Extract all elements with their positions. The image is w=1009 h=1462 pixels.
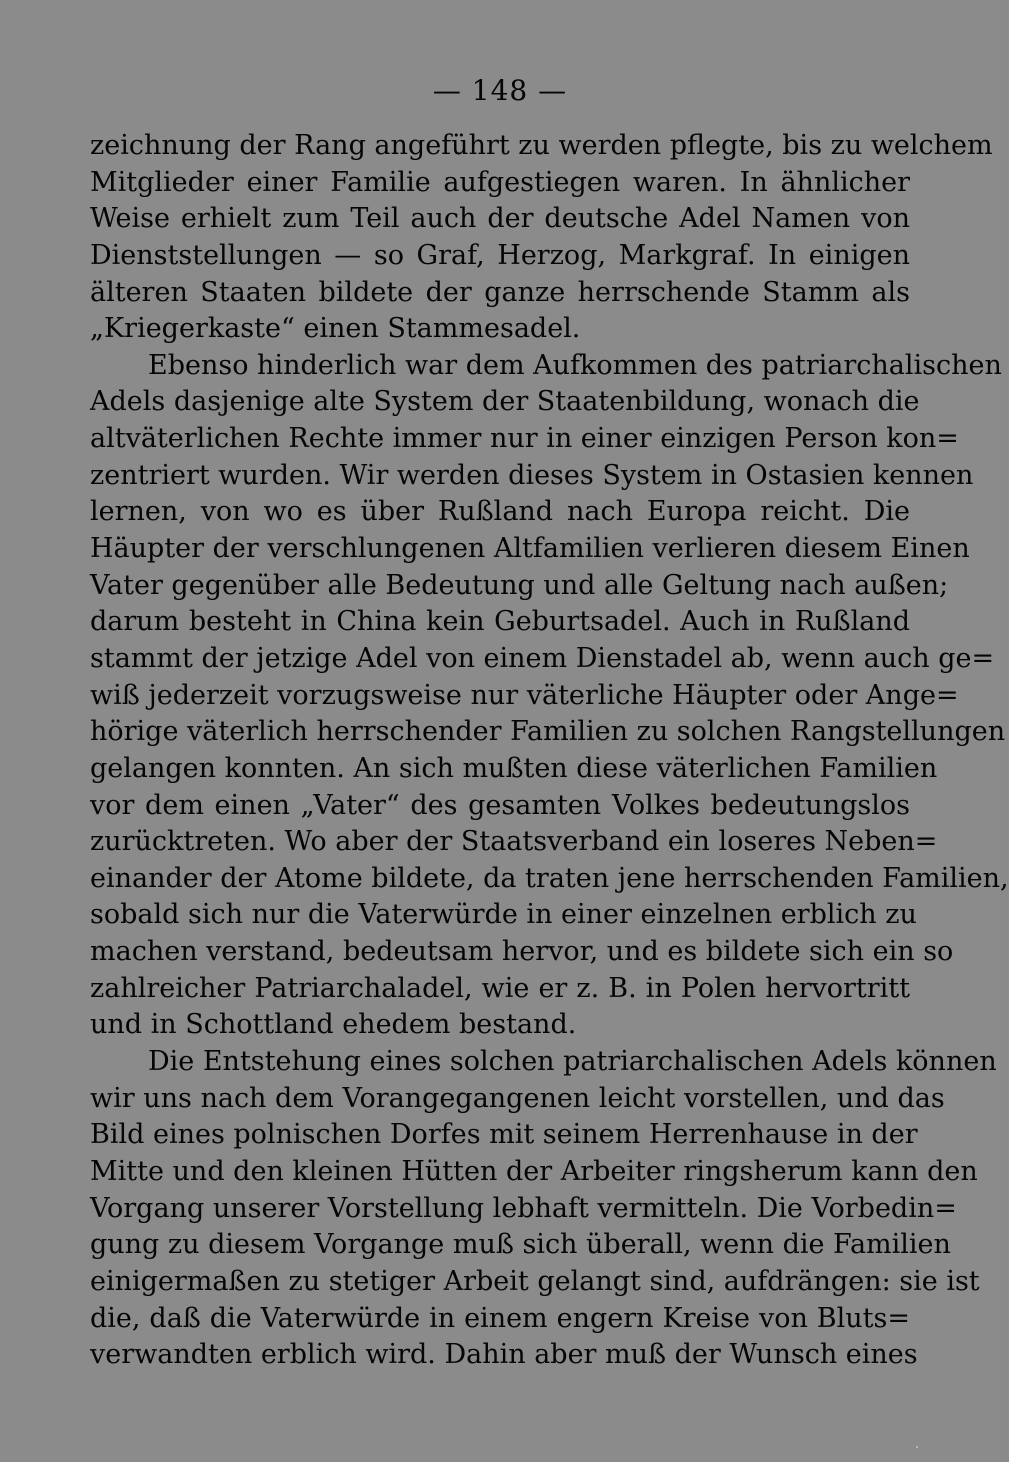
text-line: wiß jederzeit vorzugsweise nur väterliche Häupter oder Ange= bbox=[90, 679, 959, 711]
text-line: Ebenso hinderlich war dem Aufkommen des patriarchalischen bbox=[148, 349, 1002, 381]
text-line: machen verstand, bedeutsam hervor, und es bildete sich ein so bbox=[90, 936, 954, 968]
text-line: einander der Atome bildete, da traten jene herrschenden Familien, bbox=[90, 862, 1009, 894]
text-line: darum besteht in China kein Geburtsadel. Auch in Rußland bbox=[90, 606, 910, 638]
text-line: Mitte und den kleinen Hütten der Arbeiter ringsherum kann den bbox=[90, 1155, 978, 1187]
text-line: Bild eines polnischen Dorfes mit seinem Herrenhause in der bbox=[90, 1119, 918, 1151]
text-line: älteren Staaten bildete der ganze herrschende Stamm als bbox=[90, 276, 910, 308]
text-line: wir uns nach dem Vorangegangenen leicht vorstellen, und das bbox=[90, 1082, 945, 1114]
paper-speck bbox=[916, 1446, 918, 1448]
text-line: verwandten erblich wird. Dahin aber muß der Wunsch eines bbox=[90, 1339, 918, 1371]
text-line: zurücktreten. Wo aber der Staatsverband ein loseres Neben= bbox=[90, 826, 938, 858]
text-line: Mitglieder einer Familie aufgestiegen waren. In ähnlicher bbox=[90, 166, 910, 198]
text-line: sobald sich nur die Vaterwürde in einer einzelnen erblich zu bbox=[90, 899, 917, 931]
text-line: stammt der jetzige Adel von einem Dienstadel ab, wenn auch ge= bbox=[90, 642, 995, 674]
text-line: zeichnung der Rang angeführt zu werden pflegte, bis zu welchem bbox=[90, 130, 993, 161]
text-line: und in Schottland ehedem bestand. bbox=[90, 1009, 577, 1041]
text-line: Weise erhielt zum Teil auch der deutsche Adel Namen von bbox=[90, 203, 910, 235]
text-line: einigermaßen zu stetiger Arbeit gelangt sind, aufdrängen: sie ist bbox=[90, 1265, 980, 1297]
text-line: Adels dasjenige alte System der Staatenbildung, wonach die bbox=[90, 386, 920, 418]
text-line: altväterlichen Rechte immer nur in einer einzigen Person kon= bbox=[90, 423, 959, 455]
text-line: Vorgang unserer Vorstellung lebhaft vermitteln. Die Vorbedin= bbox=[90, 1192, 957, 1224]
text-line: Häupter der verschlungenen Altfamilien verlieren diesem Einen bbox=[90, 533, 970, 565]
text-line: Dienststellungen — so Graf, Herzog, Markgraf. In einigen bbox=[90, 239, 910, 271]
text-line: gelangen konnten. An sich mußten diese väterlichen Familien bbox=[90, 752, 938, 784]
text-line: zentriert wurden. Wir werden dieses System in Ostasien kennen bbox=[90, 459, 974, 491]
text-line: Vater gegenüber alle Bedeutung und alle Geltung nach außen; bbox=[90, 569, 949, 601]
text-line: „Kriegerkaste“ einen Stammesadel. bbox=[90, 313, 581, 345]
text-line: gung zu diesem Vorgange muß sich überall, wenn die Familien bbox=[90, 1229, 951, 1261]
page-number: — 148 — bbox=[432, 74, 568, 107]
body-text bbox=[90, 128, 1009, 1374]
text-line: vor dem einen „Vater“ des gesamten Volkes bedeutungslos bbox=[90, 789, 910, 821]
text-line: Die Entstehung eines solchen patriarchalischen Adels können bbox=[148, 1046, 997, 1078]
text-line: lernen, von wo es über Rußland nach Europa reicht. Die bbox=[90, 496, 910, 528]
text-line: die, daß die Vaterwürde in einem engern Kreise von Bluts= bbox=[90, 1302, 910, 1334]
text-line: zahlreicher Patriarchaladel, wie er z. B. in Polen hervortritt bbox=[90, 972, 910, 1004]
text-line: hörige väterlich herrschender Familien zu solchen Rangstellungen bbox=[90, 716, 1006, 748]
